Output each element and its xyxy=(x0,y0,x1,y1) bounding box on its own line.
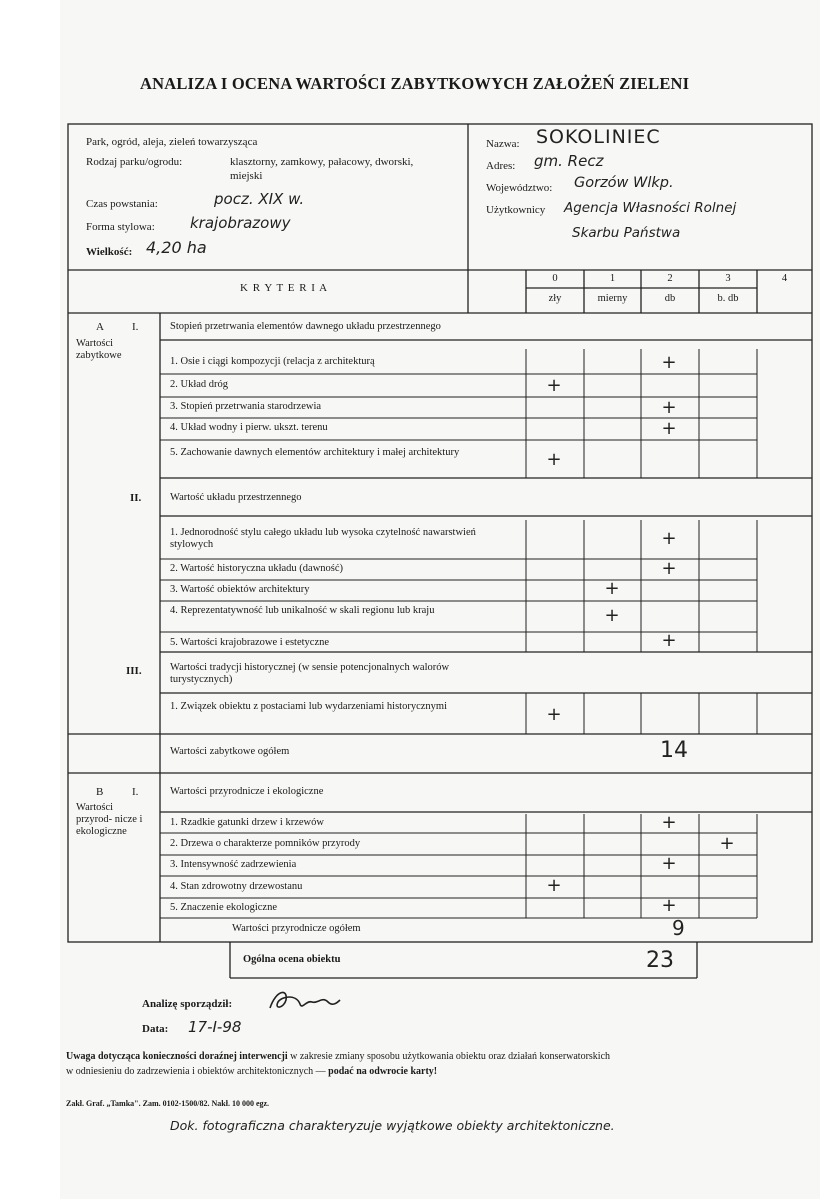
a2-3: 3. Wartość obiektów architektury xyxy=(170,584,310,595)
section-a-i: I. xyxy=(132,321,139,333)
wielkosc-label: Wielkość: xyxy=(86,246,133,258)
forma-label: Forma stylowa: xyxy=(86,221,155,233)
b-total-label: Wartości przyrodnicze ogółem xyxy=(232,923,361,934)
col-1: 1 xyxy=(609,273,616,284)
section-b-i: I. xyxy=(132,786,139,798)
rating-mark-a1-1: + xyxy=(661,352,677,373)
b1-5: 5. Znaczenie ekologiczne xyxy=(170,902,277,913)
section-b: B xyxy=(96,786,104,798)
col-3: 3 xyxy=(725,273,731,284)
note-bold: Uwaga dotycząca konieczności doraźnej interwencji xyxy=(66,1051,288,1062)
rating-mark-a1-5: + xyxy=(546,449,562,470)
rating-mark-a2-2: + xyxy=(661,558,677,579)
a1-3: 3. Stopień przetrwania starodrzewia xyxy=(170,401,322,412)
wielkosc-value: 4,20 ha xyxy=(146,238,207,257)
col-4: 4 xyxy=(781,273,788,284)
a2-2: 2. Wartość historyczna układu (dawność) xyxy=(170,563,344,574)
b1-2: 2. Drzewa o charakterze pomników przyrody xyxy=(170,838,361,849)
section-a-ii: II. xyxy=(130,492,142,504)
a2-5: 5. Wartości krajobrazowe i estetyczne xyxy=(170,637,330,648)
rating-mark-a1-2: + xyxy=(546,375,562,396)
rating-mark-a2-1: + xyxy=(661,528,677,549)
b1-1: 1. Rzadkie gatunki drzew i krzewów xyxy=(170,817,324,828)
uzyt-value-2: Skarbu Państwa xyxy=(572,225,681,241)
a1-1: 1. Osie i ciągi kompozycji (relacja z architekturą xyxy=(170,356,375,367)
rating-mark-a2-3: + xyxy=(604,578,620,599)
woj-label: Województwo: xyxy=(486,182,553,194)
signature xyxy=(266,986,346,1016)
col-name-3: b. db xyxy=(717,293,739,304)
rating-mark-b1-5: + xyxy=(661,895,677,916)
nazwa-label: Nazwa: xyxy=(486,138,520,150)
b-total-value: 9 xyxy=(672,916,685,940)
analysis-label: Analizę sporządził: xyxy=(142,998,233,1010)
date-label: Data: xyxy=(142,1023,169,1035)
adres-value: gm. Recz xyxy=(534,152,604,170)
section-b-name: Wartości przyrod- nicze i ekologiczne xyxy=(76,802,143,837)
uzyt-value-1: Agencja Własności Rolnej xyxy=(564,200,737,216)
a1-head: Stopień przetrwania elementów dawnego układu przestrzennego xyxy=(170,321,441,332)
a2-head: Wartość układu przestrzennego xyxy=(170,492,302,503)
col-name-2: db xyxy=(664,293,676,304)
a-total-label: Wartości zabytkowe ogółem xyxy=(170,746,290,757)
rating-mark-a3-1: + xyxy=(546,704,562,725)
rating-mark-b1-1: + xyxy=(661,812,677,833)
rating-mark-b1-3: + xyxy=(661,853,677,874)
forma-value: krajobrazowy xyxy=(190,214,291,232)
rating-mark-b1-2: + xyxy=(719,833,735,854)
note-line-2 xyxy=(66,1066,437,1077)
a3-head: Wartości tradycji historycznej (w sensie potencjonalnych walorów turystycznych) xyxy=(170,662,450,685)
section-a-name: Wartości zabytkowe xyxy=(76,338,122,361)
a3-1: 1. Związek obiektu z postaciami lub wydarzeniami historycznymi xyxy=(170,701,447,712)
czas-value: pocz. XIX w. xyxy=(214,190,305,208)
note-line-1 xyxy=(66,1051,610,1062)
woj-value: Gorzów Wlkp. xyxy=(574,175,674,191)
nazwa-value: SOKOLINIEC xyxy=(536,126,661,148)
rating-mark-a1-3: + xyxy=(661,397,677,418)
col-name-0: zły xyxy=(548,293,562,304)
handwritten-note: Dok. fotograficzna charakteryzuje wyjątkowe obiekty architektoniczne. xyxy=(170,1118,615,1133)
rodzaj-options: klasztorny, zamkowy, pałacowy, dworski, xyxy=(230,156,414,168)
criteria-label: K R Y T E R I A xyxy=(240,282,329,294)
rodzaj-label: Rodzaj parku/ogrodu: xyxy=(86,156,183,168)
date-value: 17-I-98 xyxy=(188,1018,242,1036)
overall-label: Ogólna ocena obiektu xyxy=(243,954,341,965)
col-0: 0 xyxy=(552,273,558,284)
print-info: Zakł. Graf. „Tamka". Zam. 0102-1500/82. Nakł. 10 000 egz. xyxy=(66,1099,270,1108)
rating-mark-b1-4: + xyxy=(546,875,562,896)
b1-4: 4. Stan zdrowotny drzewostanu xyxy=(170,881,303,892)
a2-4: 4. Reprezentatywność lub unikalność w skali regionu lub kraju xyxy=(170,605,435,616)
note-line2: w odniesieniu do zadrzewienia i obiektów architektonicznych — xyxy=(66,1066,326,1077)
adres-label: Adres: xyxy=(486,160,516,172)
a1-5: 5. Zachowanie dawnych elementów architektury i małej architektury xyxy=(170,447,460,458)
a2-1: 1. Jednorodność stylu całego układu lub wysoka czytelność nawarstwień stylowych xyxy=(170,527,476,550)
rating-mark-a2-4: + xyxy=(604,605,620,626)
rating-mark-a1-4: + xyxy=(661,418,677,439)
b1-3: 3. Intensywność zadrzewienia xyxy=(170,859,297,870)
uzyt-label: Użytkownicy xyxy=(486,204,546,216)
a1-4: 4. Układ wodny i pierw. ukszt. terenu xyxy=(170,422,328,433)
section-a-iii: III. xyxy=(126,665,142,677)
section-a: A xyxy=(96,321,104,333)
note-line2-bold: podać na odwrocie karty! xyxy=(328,1066,438,1077)
a-total-value: 14 xyxy=(660,738,688,763)
czas-label: Czas powstania: xyxy=(86,198,158,210)
overall-value: 23 xyxy=(646,948,674,973)
a1-2: 2. Układ dróg xyxy=(170,379,229,390)
note-text: w zakresie zmiany sposobu użytkowania obiektu oraz działań konserwatorskich xyxy=(290,1051,611,1062)
col-2: 2 xyxy=(667,273,673,284)
rodzaj-options-2: miejski xyxy=(230,170,263,182)
form-title: ANALIZA I OCENA WARTOŚCI ZABYTKOWYCH ZAŁOŻEŃ ZIELENI xyxy=(140,74,690,93)
b1-head: Wartości przyrodnicze i ekologiczne xyxy=(170,786,324,797)
type-line: Park, ogród, aleja, zieleń towarzysząca xyxy=(86,136,258,148)
rating-mark-a2-5: + xyxy=(661,630,677,651)
col-name-1: mierny xyxy=(597,293,628,304)
